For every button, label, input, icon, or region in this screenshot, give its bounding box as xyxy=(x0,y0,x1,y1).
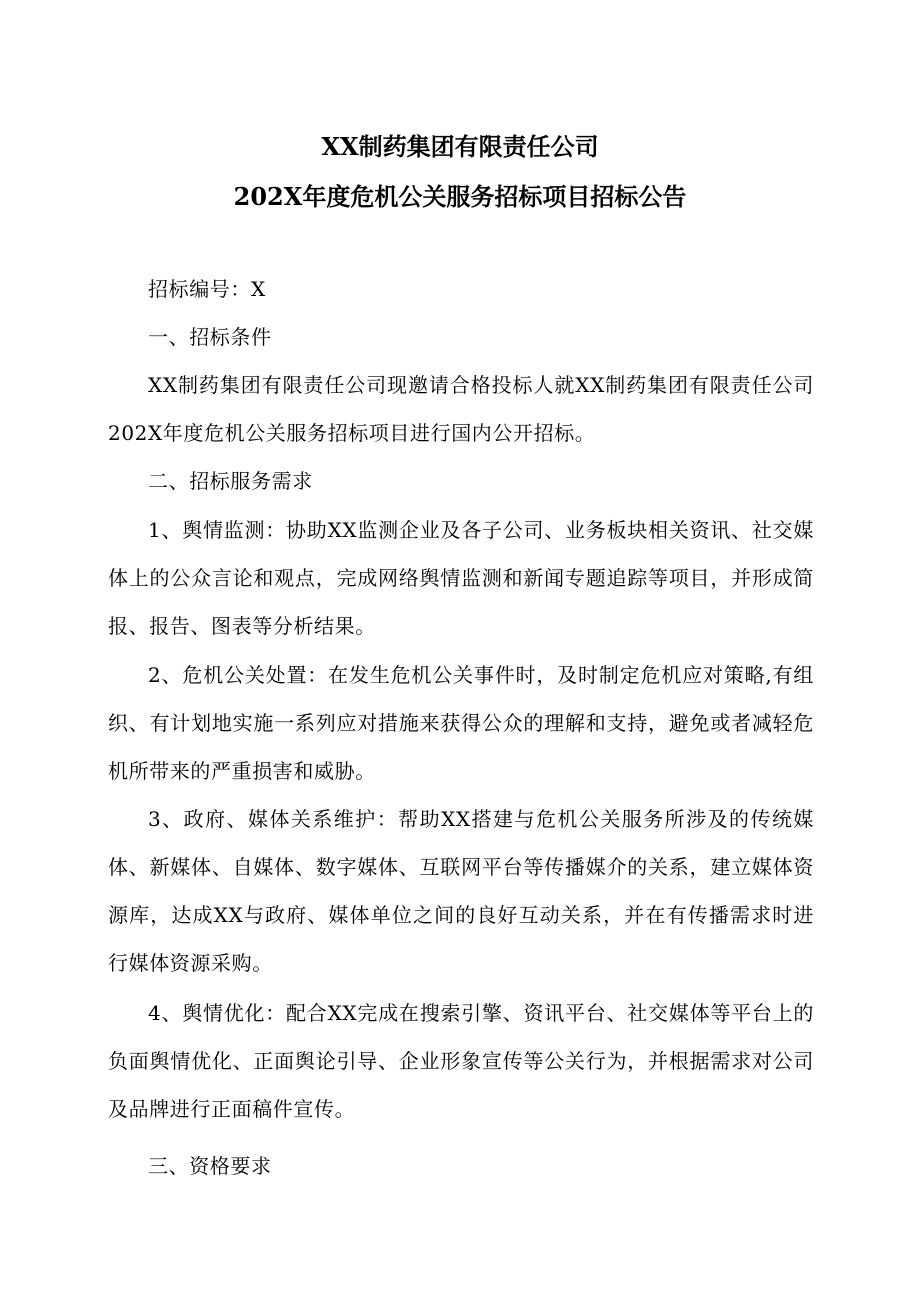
bid-number: 招标编号：X xyxy=(148,277,266,301)
document-title-company: XX制药集团有限责任公司 xyxy=(321,132,599,161)
requirement-item-optimization: 4、舆情优化：配合XX完成在搜索引擎、资讯平台、社交媒体等平台上的负面舆情优化、正面舆论引导、企业形象宣传等公关行为，并根据需求对公司及品牌进行正面稿件宣传。 xyxy=(108,1001,814,1121)
requirement-item-media-relations: 3、政府、媒体关系维护：帮助XX搭建与危机公关服务所涉及的传统媒体、新媒体、自媒体、数字媒体、互联网平台等传播媒介的关系，建立媒体资源库，达成XX与政府、媒体单位之间的良好互动关系，并在有传播需求时进行媒体资源采购。 xyxy=(108,807,814,975)
requirement-item-monitoring: 1、舆情监测：协助XX监测企业及各子公司、业务板块相关资讯、社交媒体上的公众言论和观点，完成网络舆情监测和新闻专题追踪等项目，并形成简报、报告、图表等分析结果。 xyxy=(108,518,814,638)
section-heading-conditions: 一、招标条件 xyxy=(148,325,272,349)
section-heading-qualifications: 三、资格要求 xyxy=(148,1154,272,1178)
requirement-item-crisis-handling: 2、危机公关处置：在发生危机公关事件时，及时制定危机应对策略,有组织、有计划地实施一系列应对措施来获得公众的理解和支持，避免或者减轻危机所带来的严重损害和威胁。 xyxy=(108,663,814,783)
paragraph-conditions: XX制药集团有限责任公司现邀请合格投标人就XX制药集团有限责任公司202X年度危机公关服务招标项目进行国内公开招标。 xyxy=(108,373,814,445)
section-heading-requirements: 二、招标服务需求 xyxy=(148,469,313,493)
document-title-project: 202X年度危机公关服务招标项目招标公告 xyxy=(233,182,687,211)
